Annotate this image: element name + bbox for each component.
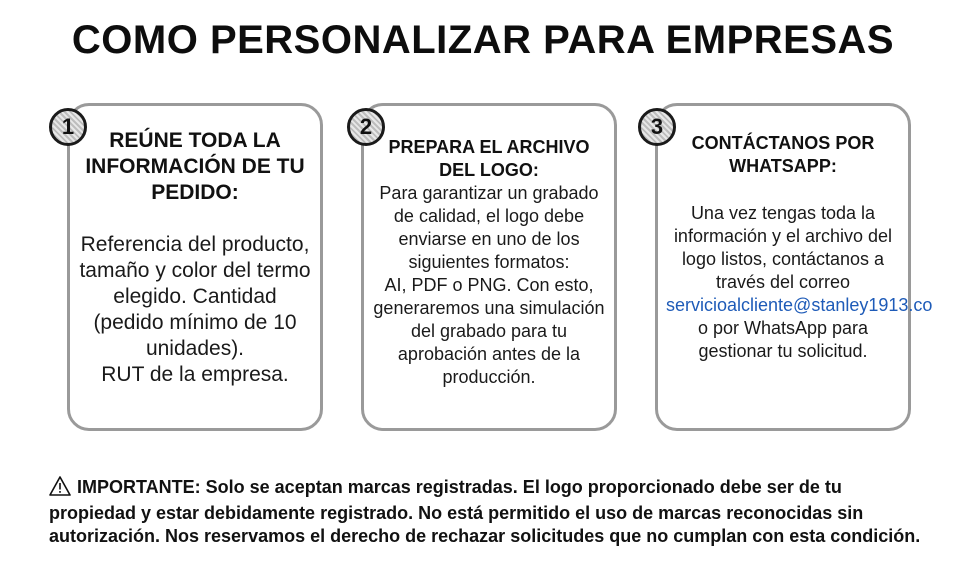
step-2-number-badge: 2 (347, 108, 385, 146)
step-3-number-badge: 3 (638, 108, 676, 146)
step-1-title: REÚNE TODA LA INFORMACIÓN DE TU PEDIDO: (85, 129, 305, 204)
step-3-body-outro: o por WhatsApp para gestionar tu solicitud. (697, 318, 869, 361)
step-3-title: CONTÁCTANOS POR WHATSAPP: (691, 133, 875, 176)
step-card-1 (67, 103, 323, 431)
step-2-title: PREPARA EL ARCHIVO DEL LOGO: (388, 137, 590, 180)
step-3-body (666, 202, 933, 363)
step-1-body: Referencia del producto, tamaño y color del termo elegido. Cantidad (pedido mínimo de 10 unidades). RUT de la empresa. (79, 233, 311, 386)
important-notice (49, 476, 929, 548)
step-2-body: Para garantizar un grabado de calidad, el logo debe enviarse en uno de los siguientes formatos: AI, PDF o PNG. Con esto, generaremos una simulación del grabado para tu aprobación antes de la producción. (373, 183, 605, 387)
email-link[interactable]: servicioalcliente@stanley1913.co (666, 295, 933, 315)
page-title: COMO PERSONALIZAR PARA EMPRESAS (71, 18, 895, 62)
step-card-2 (361, 103, 617, 431)
step-1-number-badge: 1 (49, 108, 87, 146)
warning-icon (49, 476, 71, 502)
step-3-body-intro: Una vez tengas toda la información y el archivo del logo listos, contáctanos a través del correo (673, 203, 893, 292)
step-card-3 (655, 103, 933, 431)
important-notice-text: IMPORTANTE: Solo se aceptan marcas registradas. El logo proporcionado debe ser de tu propiedad y estar debidamente registrado. No está permitido el uso de marcas reconocidas sin autorización. Nos reservamos el derecho de rechazar solicitudes que no cumplan con esta condición. (49, 477, 921, 546)
